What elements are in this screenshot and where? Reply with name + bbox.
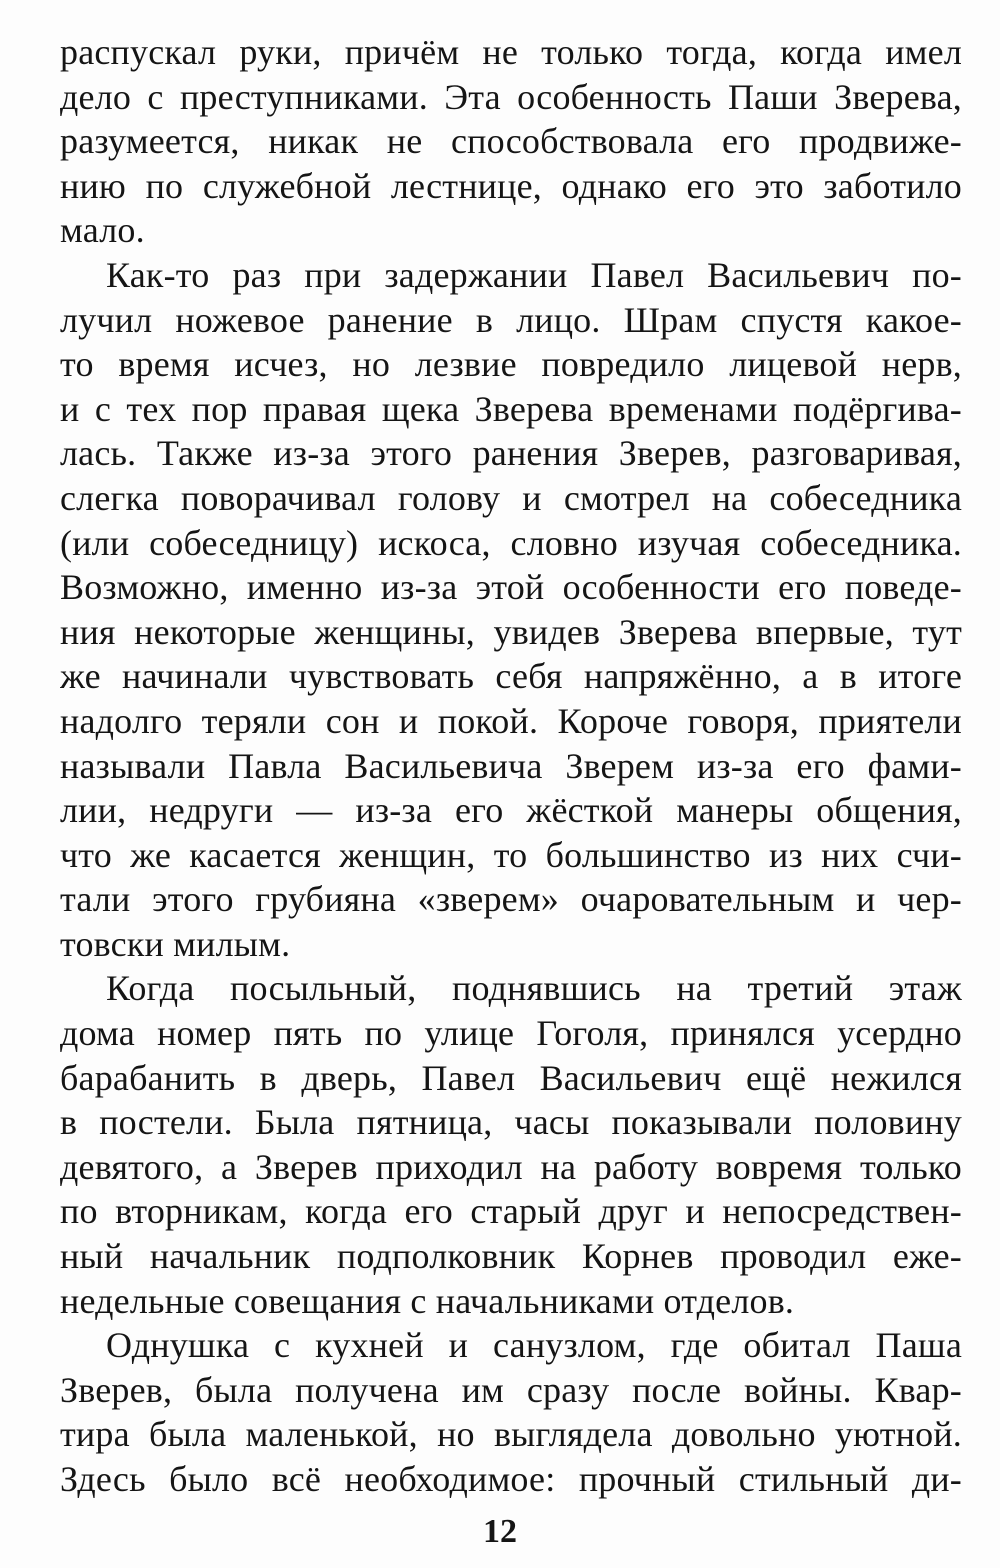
text-line: в постели. Была пятница, часы показывали половину [60, 1102, 962, 1143]
text-line: Однушка с кухней и санузлом, где обитал Паша [106, 1325, 962, 1366]
text-line: надолго теряли сон и покой. Короче говоря, приятели [60, 700, 962, 741]
text-line: распускал руки, причём не только тогда, когда имел [60, 32, 962, 72]
text-line: Здесь было всё необходимое: прочный стильный ди- [60, 1459, 962, 1499]
text-line: лии, недруги — из-за его жёсткой манеры общения, [60, 790, 962, 831]
text-line: же начинали чувствовать себя напряжённо, а в итоге [60, 656, 962, 697]
text-line: (или собеседницу) искоса, словно изучая собеседника. [60, 522, 962, 563]
text-line: дома номер пять по улице Гоголя, принялся усердно [60, 1013, 962, 1054]
text-line: нию по служебной лестнице, однако его это заботило [60, 165, 962, 206]
text-line: по вторникам, когда его старый друг и непосредствен- [60, 1191, 962, 1232]
text-line: недельные совещания с начальниками отделов. [60, 1280, 795, 1321]
text-line: лась. Также из-за этого ранения Зверев, разговаривая, [60, 433, 962, 474]
text-line: тира была маленькой, но выглядела довольно уютной. [60, 1414, 962, 1455]
body-text [60, 30, 962, 1502]
text-line: ния некоторые женщины, увидев Зверева впервые, тут [60, 611, 962, 652]
text-line: то время исчез, но лезвие повредило лицевой нерв, [60, 344, 962, 385]
text-line: мало. [60, 210, 145, 251]
text-line: лучил ножевое ранение в лицо. Шрам спустя какое- [60, 299, 962, 340]
text-line: тали этого грубияна «зверем» очаровательным и чер- [60, 879, 962, 920]
text-line: девятого, а Зверев приходил на работу вовремя только [60, 1146, 962, 1187]
text-line: товски милым. [60, 923, 291, 964]
text-line: слегка поворачивал голову и смотрел на собеседника [60, 477, 962, 518]
text-line: Как-то раз при задержании Павел Васильевич по- [106, 254, 962, 295]
text-line: Возможно, именно из-за этой особенности его поведе- [60, 567, 962, 608]
text-line: дело с преступниками. Эта особенность Паши Зверева, [60, 76, 962, 117]
page-number: 12 [483, 1513, 517, 1550]
text-line: ный начальник подполковник Корнев проводил еже- [60, 1236, 962, 1277]
text-line: Зверев, была получена им сразу после войны. Квар- [60, 1369, 962, 1410]
text-line: разумеется, никак не способствовала его продвиже- [60, 121, 962, 162]
text-line: и с тех пор правая щека Зверева временами подёргива- [60, 388, 962, 429]
text-line: называли Павла Васильевича Зверем из-за его фами- [60, 745, 962, 786]
text-line: барабанить в дверь, Павел Васильевич ещё нежился [60, 1057, 962, 1098]
text-line: что же касается женщин, то большинство из них счи- [60, 834, 962, 875]
text-line: Когда посыльный, поднявшись на третий этаж [106, 968, 962, 1009]
